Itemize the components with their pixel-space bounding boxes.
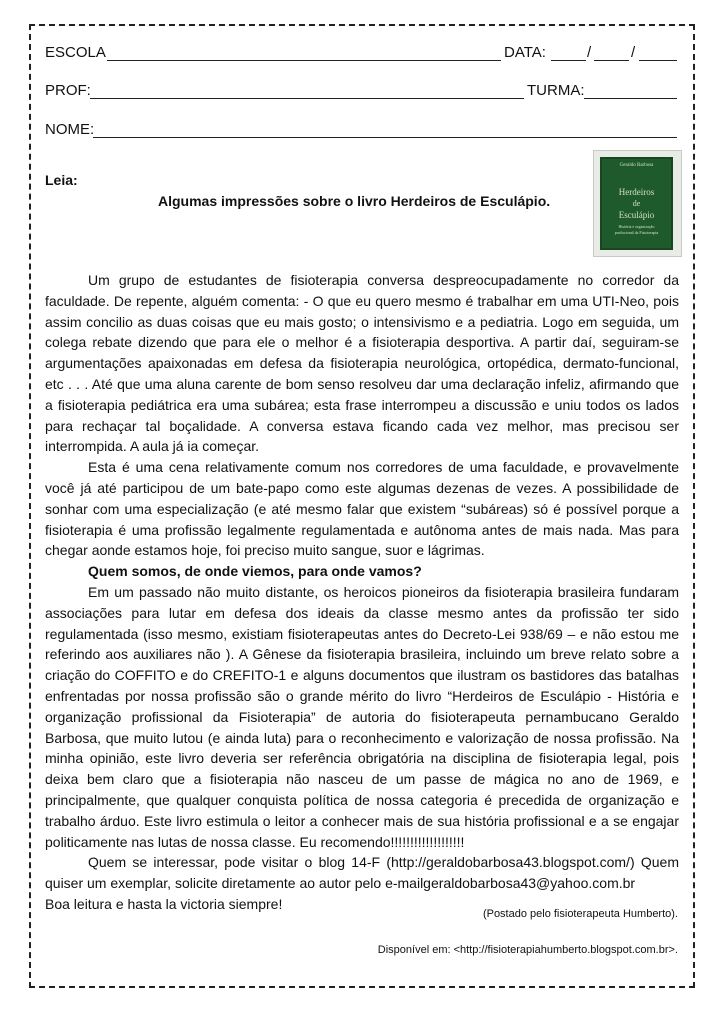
article-title: Algumas impressões sobre o livro Herdeiros de Esculápio. xyxy=(158,193,551,209)
escola-field[interactable] xyxy=(107,60,501,61)
book-subtitle: profissional da Fisioterapia xyxy=(614,230,659,235)
paragraph: Em um passado não muito distante, os heroicos pioneiros da fisioterapia brasileira fundaram associações para lutar em defesa dos ideais da classe mesmo antes da profissão ter sido regulamentada (isso mesmo, existiam fisioterapeutas antes do Decreto-Lei 938/69 – e não estou me referindo aos auxiliares não ). A Gênese da fisioterapia brasileira, incluindo um breve relato sobre a criação do COFFITO e do CREFITO-1 e alguns documentos que ilustram os bastidores das batalhas enfrentadas por nossa profissão são o grande mérito do livro “Herdeiros de Esculápio - História e organização profissional da Fisioterapia” de autoria do fisioterapeuta pernambucano Geraldo Barbosa, que muito lutou (e ainda luta) para o reconhecimento e valorização de nossa profissão. Na minha opinião, este livro deveria ser referência obrigatória na disciplina de fisioterapia legal, pois deixa bem claro que a fisioterapia não nasceu de um passe de mágica no ano de 1969, e principalmente, que qualquer conquista política de nossa categoria é precedida de organização e trabalho árduo. Este livro estimula o leitor a conhecer mais de sua história profissional e a se engajar politicamente nas lutas de nossa classe. Eu recomendo!!!!!!!!!!!!!!!!!!! xyxy=(45,583,679,850)
source-citation: Disponível em: <http://fisioterapiahumberto.blogspot.com.br>. xyxy=(377,944,678,956)
data-separator: / xyxy=(631,44,636,61)
subheading: Quem somos, de onde viemos, para onde vamos? xyxy=(88,563,422,580)
prof-label: PROF: xyxy=(45,82,91,99)
data-label: DATA: xyxy=(504,44,546,61)
paragraph: Quem se interessar, pode visitar o blog 14-F (http://geraldobarbosa43.blogspot.com/) Quem quiser um exemplar, solicite diretamente ao autor pelo e-mailgeraldobarbosa43@yahoo.com.br xyxy=(45,854,679,892)
nome-label: NOME: xyxy=(45,121,95,138)
book-title-line: Esculápio xyxy=(618,210,655,220)
book-title-line: de xyxy=(632,199,641,208)
closing-line: Boa leitura e hasta la victoria siempre! xyxy=(45,895,283,912)
paragraph: Um grupo de estudantes de fisioterapia conversa despreocupadamente no corredor da faculdade. De repente, alguém comenta: - O que eu quero mesmo é trabalhar em uma UTI-Neo, pois assim concilio as duas coisas que eu mais gosto; o intensivismo e a pediatria. Logo em seguida, um colega rebate dizendo que para ele o melhor é a fisioterapia desportiva. A partir daí, seguiram-se argumentações apaixonadas em defesa da fisioterapia neurológica, ortopédica, dermato-funcional, etc . . . Até que uma aluna carente de bom senso resolveu dar uma declaração infeliz, afirmando que a fisioterapia pediátrica era uma subárea; esta frase interrompeu a discussão e uniu todos os lados para rechaçar tal boçalidade. A conversa estava ficando cada vez melhor, mas precisou ser interrompida. A aula já ia começar. xyxy=(45,272,679,455)
paragraph: Esta é uma cena relativamente comum nos corredores de uma faculdade, e provavelmente você já até participou de um bate-papo como este algumas dezenas de vezes. A possibilidade de sonhar com uma especialização (e até mesmo falar que existem “subáreas) só é possível porque a fisioterapia é uma profissão legalmente regulamentada e autônoma antes de mais nada. Mas para chegar aonde estamos hoje, foi preciso muito sangue, suor e lágrimas. xyxy=(45,459,679,559)
nome-field[interactable] xyxy=(93,137,677,138)
book-title-line: Herdeiros xyxy=(618,187,655,197)
escola-label: ESCOLA xyxy=(45,44,106,61)
data-month-field[interactable] xyxy=(594,60,629,61)
data-day-field[interactable] xyxy=(551,60,586,61)
data-separator: / xyxy=(587,44,592,61)
leia-label: Leia: xyxy=(45,172,78,188)
posted-by: (Postado pelo fisioterapeuta Humberto). xyxy=(482,908,678,920)
book-cover xyxy=(600,157,673,250)
book-author: Geraldo Barbosa xyxy=(619,163,654,168)
turma-field[interactable] xyxy=(584,98,677,99)
turma-label: TURMA: xyxy=(527,82,585,99)
data-year-field[interactable] xyxy=(639,60,677,61)
article-body xyxy=(45,270,679,915)
book-cover-image xyxy=(593,150,682,257)
book-subtitle: História e organização xyxy=(618,224,655,229)
prof-field[interactable] xyxy=(90,98,524,99)
